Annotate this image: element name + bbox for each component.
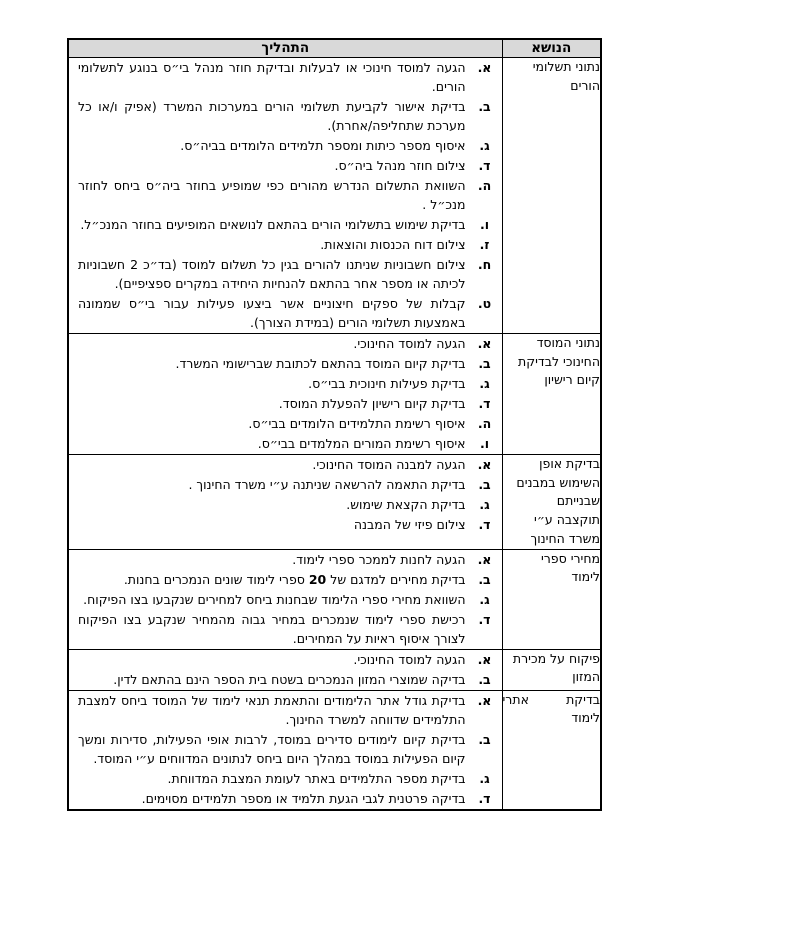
step-marker: ג. — [479, 375, 490, 391]
subject-cell — [502, 690, 601, 810]
process-step — [69, 334, 502, 353]
process-step — [69, 550, 502, 569]
step-marker: ה. — [477, 415, 492, 431]
process-step — [69, 455, 502, 474]
process-step — [69, 495, 502, 514]
step-text: צילום דוח הכנסות והוצאות. — [320, 236, 466, 252]
process-step — [69, 215, 502, 234]
subject-line: משרד החינוך — [530, 530, 600, 546]
process-step — [69, 650, 502, 669]
process-step — [69, 691, 502, 729]
step-text: הגעה למוסד החינוכי. — [353, 651, 466, 667]
process-step — [69, 176, 502, 214]
step-text: בדיקת קיום לימודים סדירים במוסד, לרבות אופי הפעילות, סדירות ומשך קיום הפעילות במוסד במהלך היום ביחס לנתונים המדווחים ע״י המוסד. — [78, 731, 466, 766]
table-row — [68, 333, 601, 454]
table-header — [68, 39, 601, 57]
step-text: בדיקת פעילות חינוכית בבי״ס. — [308, 375, 466, 391]
subject-line: השימוש במבנים — [516, 474, 600, 490]
step-marker: ג. — [479, 137, 490, 153]
step-marker: ה. — [477, 177, 492, 193]
process-step — [69, 610, 502, 648]
step-marker: ב. — [478, 355, 491, 371]
process-step — [69, 475, 502, 494]
step-marker: א. — [477, 651, 492, 667]
subject-line: פיקוח על מכירת — [512, 650, 600, 666]
subject-line: מחירי ספרי — [540, 550, 600, 566]
process-step — [69, 255, 502, 293]
subject-line: תוקצבה ע״י — [534, 512, 600, 528]
step-marker: ג. — [479, 770, 490, 786]
step-text: איסוף רשימת המורים המלמדים בבי״ס. — [257, 435, 466, 451]
step-marker: ד. — [478, 611, 491, 627]
step-text: בדיקה פרטנית לגבי הגעת תלמיד או מספר תלמידים מסוימים. — [141, 790, 466, 806]
subject-line: המזון — [572, 669, 600, 685]
process-step — [69, 590, 502, 609]
step-text: הגעה לחנות לממכר ספרי לימוד. — [292, 551, 466, 567]
process-step — [69, 374, 502, 393]
step-marker: א. — [477, 551, 492, 567]
step-text: בדיקת אישור לקביעת תשלומי הורים במערכות המשרד (אפיק ו/או כל מערכת שתחליפה/אחרת). — [78, 98, 466, 133]
subject-line: הורים — [570, 77, 600, 93]
subject-line: לימוד — [571, 710, 600, 726]
subject-cell — [502, 649, 601, 690]
emphasized-number: 20 — [308, 571, 327, 587]
table-row — [68, 549, 601, 649]
step-marker: ד. — [478, 790, 491, 806]
step-marker: ט. — [477, 295, 492, 311]
step-text: בדיקת התאמה להרשאה שניתנה ע״י משרד החינוך . — [188, 476, 466, 492]
step-marker: ד. — [478, 157, 491, 173]
table-body — [68, 57, 601, 809]
step-marker: ד. — [478, 516, 491, 532]
table-row — [68, 690, 601, 810]
step-text: הגעה למוסד חינוכי או לבעלות ובדיקת חוזר מנהל בי״ס בנוגע לתשלומי הורים. — [78, 59, 466, 94]
process-step-list — [69, 691, 502, 808]
step-text: רכישת ספרי לימוד שנמכרים במחיר גבוה מהמחיר שנקבע בצו הפיקוח לצורך איסוף ראיות על המחירים. — [78, 611, 466, 646]
step-marker: ג. — [479, 496, 490, 512]
step-marker: ב. — [478, 571, 491, 587]
process-step — [69, 515, 502, 534]
process-step — [69, 58, 502, 96]
step-text: צילום חשבוניות שניתנו להורים בגין כל תשלום למוסד (בד״כ 2 חשבוניות לכיתה או מספר אחר בהתאם להנחיות היחידה במקרים ספציפיים). — [78, 256, 466, 291]
process-step — [69, 769, 502, 788]
process-cell — [68, 649, 502, 690]
step-marker: ב. — [478, 476, 491, 492]
step-text: בדיקת קיום רישיון להפעלת המוסד. — [278, 395, 466, 411]
process-step — [69, 570, 502, 589]
step-text: השוואת התשלום הנדרש מהורים כפי שמופיע בחוזר ביה״ס ביחס לחוזר מנכ״ל . — [78, 177, 466, 212]
process-step-list — [69, 334, 502, 453]
subject-cell — [502, 454, 601, 549]
step-text: צילום חוזר מנהל ביה״ס. — [334, 157, 466, 173]
process-step — [69, 235, 502, 254]
step-marker: ב. — [478, 731, 491, 747]
step-marker: ד. — [478, 395, 491, 411]
process-cell — [68, 454, 502, 549]
process-cell — [68, 333, 502, 454]
step-marker: א. — [477, 335, 492, 351]
step-marker: ו. — [479, 216, 490, 232]
step-marker: ב. — [478, 98, 491, 114]
process-step — [69, 414, 502, 433]
subject-cell — [502, 549, 601, 649]
step-marker: ב. — [478, 671, 491, 687]
process-step — [69, 354, 502, 373]
process-step — [69, 97, 502, 135]
step-text: צילום פיזי של המבנה — [353, 516, 466, 532]
step-text: בדיקת שימוש בתשלומי הורים בהתאם לנושאים המופיעים בחוזר המנכ״ל. — [80, 216, 466, 232]
subject-line: נתוני תשלומי — [532, 58, 600, 74]
process-step — [69, 789, 502, 808]
subject-line: קיום רישיון — [544, 372, 600, 388]
process-cell — [68, 690, 502, 810]
step-text: בדיקה שמוצרי המזון הנמכרים בשטח בית הספר הינם בהתאם לדין. — [113, 671, 466, 687]
subject-cell — [502, 57, 601, 333]
table-row — [68, 649, 601, 690]
audit-table-container — [69, 38, 602, 811]
column-header-process: התהליך — [68, 39, 502, 57]
process-step-list — [69, 550, 502, 648]
subject-cell — [502, 333, 601, 454]
step-text: בדיקת מחירים למדגם של 20 ספרי לימוד שונים הנמכרים בחנות. — [123, 571, 466, 587]
subject-line: לימוד — [571, 569, 600, 585]
step-text: בדיקת קיום המוסד בהתאם לכתובת שברישומי המשרד. — [175, 355, 466, 371]
step-text: איסוף רשימת התלמידים הלומדים בבי״ס. — [248, 415, 466, 431]
process-step — [69, 394, 502, 413]
subject-line: שבנייתם — [556, 493, 600, 509]
step-marker: ו. — [479, 435, 490, 451]
process-cell — [68, 549, 502, 649]
step-marker: א. — [477, 692, 492, 708]
subject-line: בדיקת אתרי — [502, 691, 600, 707]
process-step-list — [69, 58, 502, 332]
process-step — [69, 136, 502, 155]
step-marker: ז. — [479, 236, 490, 252]
step-text: בדיקת הקצאת שימוש. — [346, 496, 466, 512]
step-marker: א. — [477, 59, 492, 75]
process-cell — [68, 57, 502, 333]
process-step — [69, 670, 502, 689]
process-step — [69, 156, 502, 175]
step-marker: א. — [477, 456, 492, 472]
process-step-list — [69, 650, 502, 689]
process-step — [69, 294, 502, 332]
process-step — [69, 730, 502, 768]
step-text: הגעה למוסד החינוכי. — [353, 335, 466, 351]
step-text: הגעה למבנה המוסד החינוכי. — [312, 456, 466, 472]
header-row — [68, 39, 601, 57]
process-step — [69, 434, 502, 453]
table-row — [68, 57, 601, 333]
audit-procedures-table — [67, 38, 602, 811]
table-row — [68, 454, 601, 549]
subject-line: החינוכי לבדיקת — [518, 353, 600, 369]
step-text: קבלות של ספקים חיצוניים אשר ביצעו פעילות עבור בי״ס שממונה באמצעות תשלומי הורים (במידת הצורך). — [78, 295, 466, 330]
step-marker: ח. — [477, 256, 492, 272]
process-step-list — [69, 455, 502, 534]
subject-line: נתוני המוסד — [536, 334, 600, 350]
column-header-subject: הנושא — [502, 39, 601, 57]
step-marker: ג. — [479, 591, 490, 607]
step-text: השוואת מחירי ספרי הלימוד שבחנות ביחס למחירים שנקבעו בצו הפיקוח. — [83, 591, 466, 607]
step-text: בדיקת גודל אתר הלימודים והתאמת תנאי לימוד של המוסד ביחס למצבת התלמידים שדווחה למשרד החינוך. — [78, 692, 466, 727]
step-text: איסוף מספר כיתות ומספר תלמידים הלומדים בביה״ס. — [180, 137, 466, 153]
step-text: בדיקת מספר התלמידים באתר לעומת המצבת המדווחת. — [167, 770, 466, 786]
subject-line: בדיקת אופן — [539, 455, 600, 471]
